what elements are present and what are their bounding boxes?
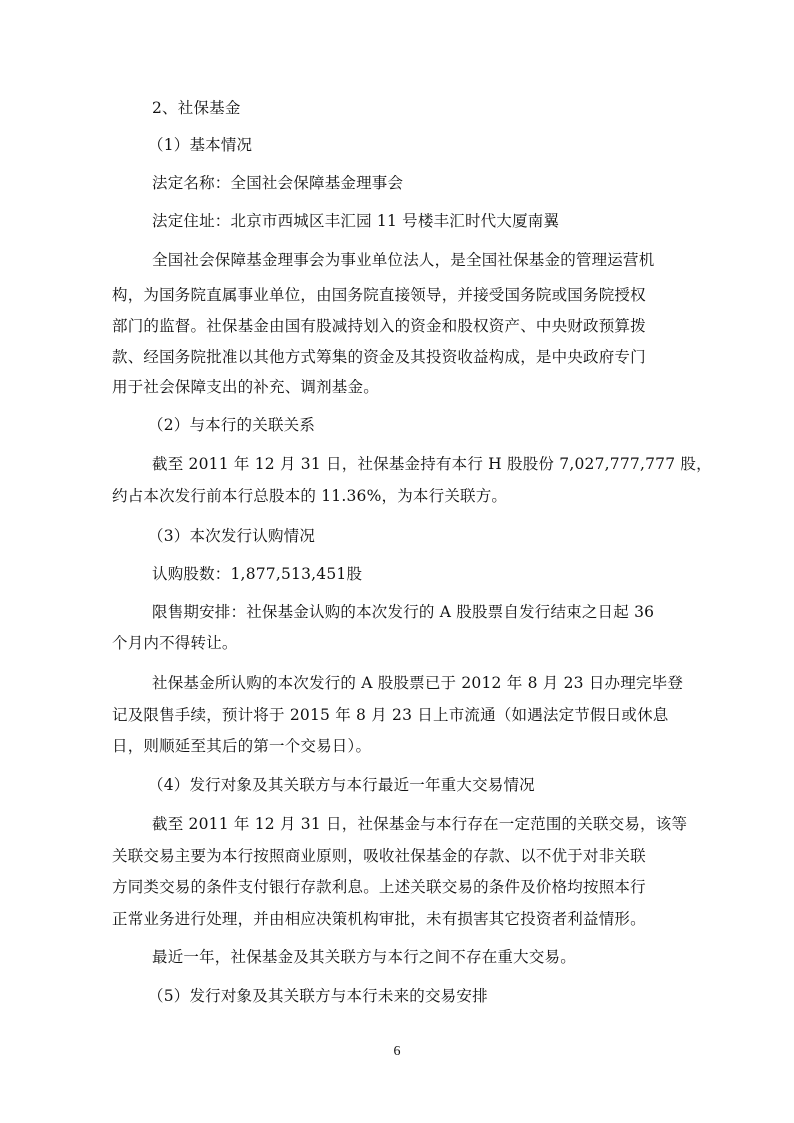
paragraph-line: 构，为国务院直属事业单位，由国务院直接领导，并接受国务院或国务院授权 [112,286,646,304]
paragraph-line: 个月内不得转让。 [112,634,238,652]
section-heading: 2、社保基金 [152,99,241,117]
page-number: 6 [393,1044,401,1059]
paragraph-line: 用于社会保障支出的补充、调剂基金。 [112,378,379,396]
paragraph-line: 款、经国务院批准以其他方式筹集的资金及其投资收益构成，是中央政府专门 [112,348,646,366]
paragraph-line: 约占本次发行前本行总股本的 11.36%，为本行关联方。 [112,487,508,505]
paragraph-line: 限售期安排：社保基金认购的本次发行的 A 股股票自发行结束之日起 36 [152,603,655,621]
paragraph-line: 部门的监督。社保基金由国有股减持划入的资金和股权资产、中央财政预算拨 [112,317,646,335]
legal-name-line: 法定名称：全国社会保障基金理事会 [152,174,404,192]
paragraph-line: 记及限售手续，预计将于 2015 年 8 月 23 日上市流通（如遇法定节假日或休息 [112,706,669,724]
subsection-heading-subscription: （3）本次发行认购情况 [148,527,316,545]
subsection-heading-future-arrangements: （5）发行对象及其关联方与本行未来的交易安排 [148,987,488,1005]
paragraph-line: 截至 2011 年 12 月 31 日，社保基金持有本行 H 股股份 7,027,777,777 股， [152,455,712,473]
paragraph-line: 关联交易主要为本行按照商业原则，吸收社保基金的存款、以不优于对非关联 [112,847,646,865]
paragraph-line: 社保基金所认购的本次发行的 A 股股票已于 2012 年 8 月 23 日办理完毕登 [152,674,684,692]
paragraph-line: 最近一年，社保基金及其关联方与本行之间不存在重大交易。 [152,948,576,966]
subscribed-shares-line: 认购股数：1,877,513,451股 [152,565,363,583]
paragraph-line: 日，则顺延至其后的第一个交易日）。 [112,737,372,755]
legal-address-line: 法定住址：北京市西城区丰汇园 11 号楼丰汇时代大厦南翼 [152,212,560,230]
paragraph-line: 全国社会保障基金理事会为事业单位法人，是全国社保基金的管理运营机 [152,251,655,269]
subsection-heading-relationship: （2）与本行的关联关系 [148,416,316,434]
paragraph-line: 截至 2011 年 12 月 31 日，社保基金与本行存在一定范围的关联交易，该等 [152,815,688,833]
subsection-heading-basic-info: （1）基本情况 [148,136,253,154]
paragraph-line: 正常业务进行处理，并由相应决策机构审批，未有损害其它投资者利益情形。 [112,910,646,928]
paragraph-line: 方同类交易的条件支付银行存款利息。上述关联交易的条件及价格均按照本行 [112,878,646,896]
subsection-heading-major-transactions: （4）发行对象及其关联方与本行最近一年重大交易情况 [148,776,535,794]
